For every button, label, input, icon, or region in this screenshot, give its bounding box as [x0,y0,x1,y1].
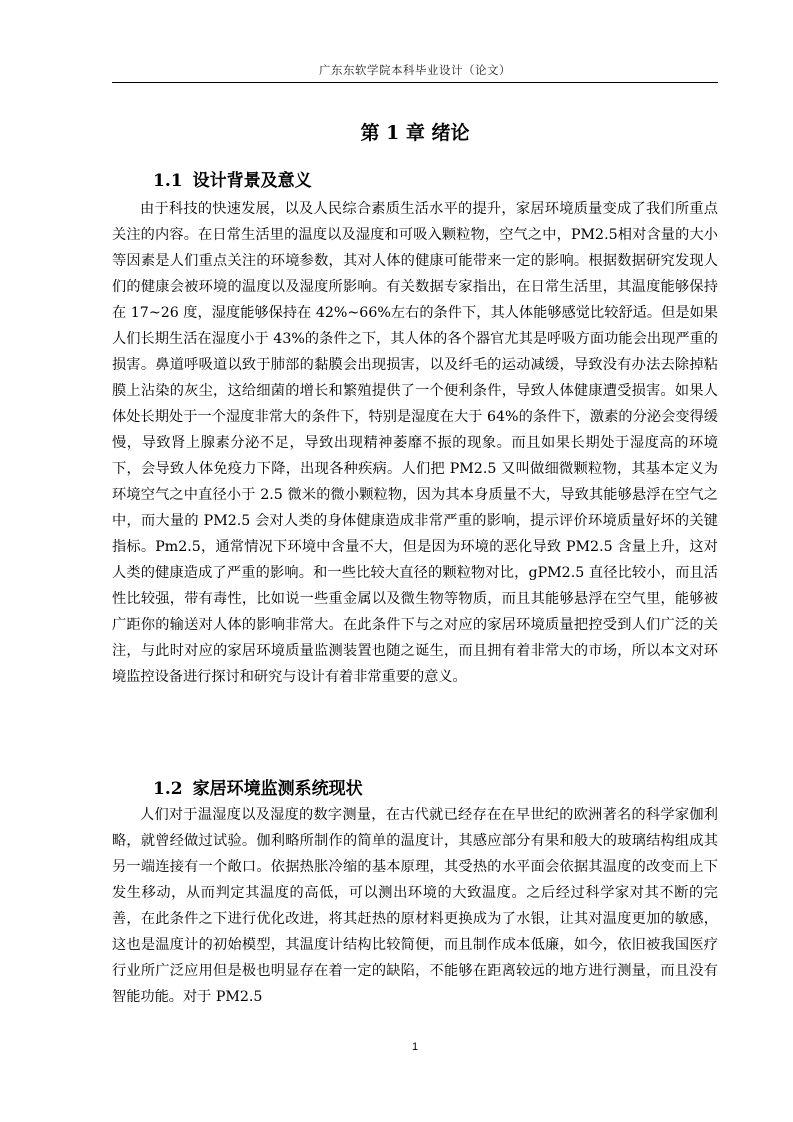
section-number: 1.2 [153,779,183,799]
header-rule [112,82,718,83]
section-number: 1.1 [153,171,183,191]
section-title: 家居环境监测系统现状 [192,779,363,799]
section-heading-1-1 [153,166,312,191]
running-header: 广东东软学院本科毕业设计（论文） [319,63,511,77]
section-1-2-paragraph: 人们对于温湿度以及湿度的数字测量，在古代就已经存在在早世纪的欧洲著名的科学家伽利略，就曾经做过试验。伽利略所制作的简单的温度计，其感应部分有果和般大的玻璃结构组成其另一端连接有一个敞口。依据热胀冷缩的基本原理，其受热的水平面会依据其温度的改变而上下发生移动，从而判定其温度的高低，可以测出环境的大致温度。之后经过科学家对其不断的完善，在此条件之下进行优化改进，将其赶热的原材料更换成为了水银，让其对温度更加的敏感，这也是温度计的初始模型，其温度计结构比较简便，而且制作成本低廉，如今，依旧被我国医疗行业所广泛应用但是极也明显存在着一定的缺陷，不能够在距离较远的地方进行测量，而且没有智能功能。对于 PM2.5 [112,807,718,1005]
chapter-title: 第 1 章 绪论 [360,122,470,144]
page-number: 1 [411,1041,419,1053]
section-1-1-paragraph: 由于科技的快速发展，以及人民综合素质生活水平的提升，家居环境质量变成了我们所重点关注的内容。在日常生活里的温度以及湿度和可吸入颗粒物，空气之中，PM2.5相对含量的大小等因素是人们重点关注的环境参数，其对人体的健康可能带来一定的影响。根据数据研究发现人们的健康会被环境的温度以及湿度所影响。有关数据专家指出，在日常生活里，其温度能够保持在 17~26 度，湿度能够保持在 42%~66%左右的条件下，其人体能够感觉比较舒适。但是如果人们长期生活在湿度小于 43%的条件之下，其人体的各个器官尤其是呼吸方面功能会出现严重的损害。鼻道呼吸道以致于肺部的黏膜会出现损害，以及纤毛的运动减缓，导致没有办法去除掉粘膜上沾染的灰尘，这给细菌的增长和繁殖提供了一个便利条件，导致人体健康遭受损害。如果人体处长期处于一个湿度非常大的条件下，特别是湿度在大于 64%的条件下，激素的分泌会变得缓慢，导致肾上腺素分泌不足，导致出现精神萎靡不振的现象。而且如果长期处于湿度高的环境下，会导致人体免疫力下降，出现各种疾病。人们把 PM2.5 又叫做细微颗粒物，其基本定义为环境空气之中直径小于 2.5 微米的微小颗粒物，因为其本身质量不大，导致其能够悬浮在空气之中，而大量的 PM2.5 会对人类的身体健康造成非常严重的影响，提示评价环境质量好坏的关键指标。Pm2.5，通常情况下环境中含量不大，但是因为环境的恶化导致 PM2.5 含量上升，这对人类的健康造成了严重的影响。和一些比较大直径的颗粒物对比，gPM2.5 直径比较小，而且活性比较强，带有毒性，比如说一些重金属以及微生物等物质，而且其能够悬浮在空气里，能够被广距你的输送对人体的影响非常大。在此条件下与之对应的家居环境质量把控受到人们广泛的关注，与此时对应的家居环境质量监测装置也随之诞生，而且拥有着非常大的市场，所以本文对环境监控设备进行探讨和研究与设计有着非常重要的意义。 [112,201,718,685]
section-title: 设计背景及意义 [192,171,312,191]
section-heading-1-2 [153,774,363,799]
